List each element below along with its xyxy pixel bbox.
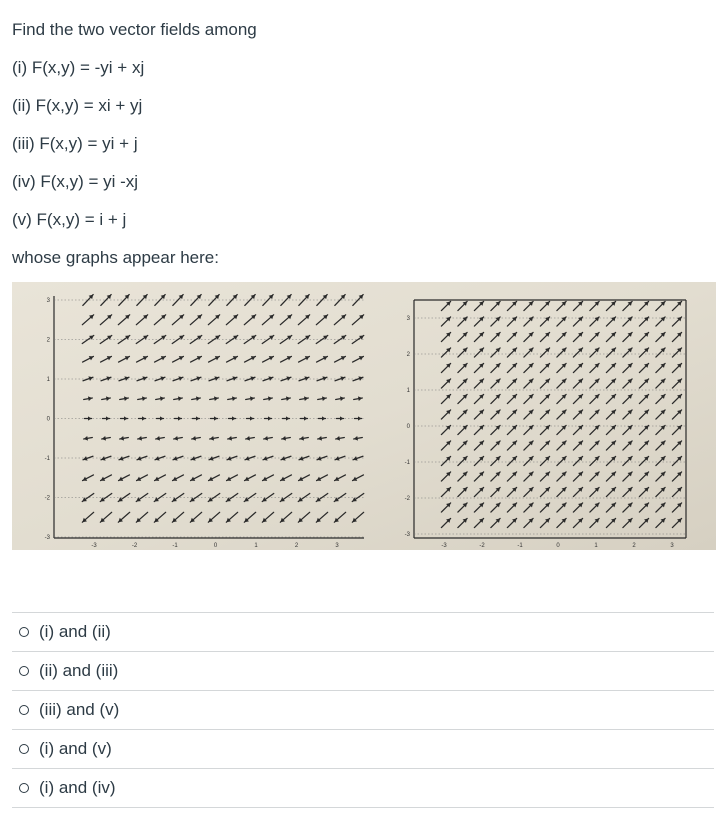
y-tick-label: -1	[404, 460, 410, 466]
x-tick-label: -1	[172, 543, 178, 549]
answer-label: (iii) and (v)	[39, 700, 120, 719]
answer-label: (i) and (v)	[39, 739, 112, 758]
option-i-text: (i) F(x,y) = -yi + xj	[12, 58, 145, 77]
y-tick-label: 0	[406, 424, 410, 430]
y-tick-label: -2	[44, 495, 50, 502]
y-tick-label: -3	[44, 535, 50, 541]
x-tick-label: 0	[556, 543, 560, 549]
answer-choice-5[interactable]	[12, 768, 714, 808]
x-tick-label: 0	[213, 543, 218, 549]
radio-button[interactable]	[19, 783, 29, 793]
x-tick-label: -2	[479, 543, 485, 549]
radio-button[interactable]	[19, 627, 29, 637]
x-tick-label: 2	[632, 543, 636, 549]
answer-choice-4[interactable]	[12, 729, 714, 768]
answer-choices	[12, 612, 714, 808]
x-tick-label: 3	[335, 543, 339, 549]
question-prompt: Find the two vector fields among	[12, 20, 257, 39]
option-ii-text: (ii) F(x,y) = xi + yj	[12, 96, 143, 115]
x-tick-label: 3	[670, 543, 674, 549]
vector-field-plots	[12, 282, 716, 550]
y-tick-label: 1	[406, 388, 410, 394]
y-tick-label: -1	[44, 456, 50, 462]
option-v-text: (v) F(x,y) = i + j	[12, 210, 127, 229]
answer-label: (i) and (iv)	[39, 778, 116, 797]
x-tick-label: -3	[441, 543, 447, 549]
y-tick-label: 2	[46, 337, 50, 344]
y-tick-label: -2	[404, 496, 410, 502]
x-tick-label: -3	[91, 543, 97, 549]
option-iv-text: (iv) F(x,y) = yi -xj	[12, 172, 139, 191]
answer-choice-3[interactable]	[12, 690, 714, 729]
answer-label: (i) and (ii)	[39, 622, 111, 641]
y-tick-label: -3	[404, 532, 410, 538]
answer-choice-2[interactable]	[12, 651, 714, 690]
radio-button[interactable]	[19, 744, 29, 754]
option-iii-text: (iii) F(x,y) = yi + j	[12, 134, 138, 153]
x-tick-label: -2	[131, 543, 138, 549]
x-tick-label: 1	[594, 543, 598, 549]
y-tick-label: 0	[46, 416, 50, 423]
y-tick-label: 1	[46, 377, 50, 383]
question-suffix: whose graphs appear here:	[12, 248, 219, 267]
y-tick-label: 3	[46, 298, 50, 304]
x-tick-label: -1	[517, 543, 523, 549]
y-tick-label: 3	[406, 316, 410, 322]
x-tick-label: 2	[294, 543, 299, 549]
answer-label: (ii) and (iii)	[39, 661, 119, 680]
radio-button[interactable]	[19, 666, 29, 676]
answer-choice-1[interactable]	[12, 612, 714, 651]
vector-field-photo	[12, 282, 716, 550]
y-tick-label: 2	[406, 352, 410, 358]
radio-button[interactable]	[19, 705, 29, 715]
x-tick-label: 1	[254, 543, 258, 549]
